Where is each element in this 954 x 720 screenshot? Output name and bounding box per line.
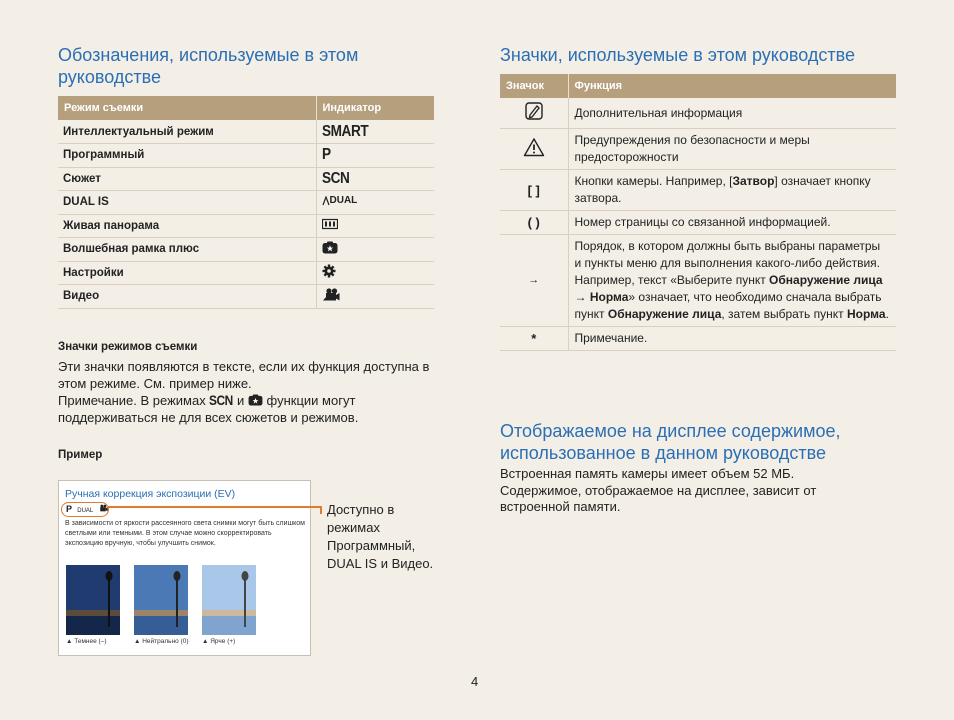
arrow-symbol: → bbox=[500, 235, 568, 327]
movie-camera-icon bbox=[322, 288, 340, 301]
settings-gear-icon bbox=[322, 264, 336, 278]
parentheses-symbol: ( ) bbox=[500, 211, 568, 235]
shooting-mode-table bbox=[58, 96, 434, 309]
table-header-indicator: Индикатор bbox=[316, 96, 434, 120]
example-title: Ручная коррекция экспозиции (EV) bbox=[65, 488, 236, 500]
table-row: Программный P bbox=[58, 144, 434, 168]
example-caption: ▲ Ярче (+) bbox=[202, 638, 236, 645]
program-mode-icon: P bbox=[321, 146, 331, 164]
manual-icons-table bbox=[500, 74, 896, 351]
callout-connector bbox=[108, 506, 322, 508]
magic-frame-icon bbox=[322, 241, 338, 254]
table-row: → Порядок, в котором должны быть выбраны параметры и пункты меню для выполнения какого-либо действия. Например, текст «Выберите пункт Обнаружение лица → Норма» означает, что необходимо сначала выбрать пункт Обнаружение лица, затем выбрать пункт Норма. bbox=[500, 235, 896, 327]
example-photo-neutral bbox=[134, 565, 188, 635]
example-mode-icons: P DUAL bbox=[61, 502, 109, 517]
table-header-mode: Режим съемки bbox=[58, 96, 316, 120]
display-content-title: Отображаемое на дисплее содержимое, использованное в данном руководстве bbox=[500, 421, 841, 463]
example-photo-dark bbox=[66, 565, 120, 635]
warning-icon bbox=[523, 137, 545, 157]
display-content-text: Встроенная память камеры имеет объем 52 МБ. Содержимое, отображаемое на дисплее, зависит от встроенной памяти. bbox=[500, 466, 817, 514]
example-photo-bright bbox=[202, 565, 256, 635]
mode-icons-paragraph: Эти значки появляются в тексте, если их функция доступна в этом режиме. См. пример ниже. Примечание. В режимах SCN и функции могут поддерживаться не для всех сюжетов и режимов. bbox=[58, 359, 430, 425]
page-number: 4 bbox=[471, 674, 479, 689]
brackets-symbol: [ ] bbox=[500, 170, 568, 211]
callout-connector bbox=[320, 506, 322, 514]
table-header-function: Функция bbox=[568, 74, 896, 98]
table-row: Интеллектуальный режим SMART bbox=[58, 120, 434, 144]
panorama-icon bbox=[322, 218, 338, 230]
smart-mode-icon: SMART bbox=[321, 122, 368, 140]
table-row: Дополнительная информация bbox=[500, 98, 896, 129]
scene-mode-icon: SCN bbox=[321, 169, 349, 187]
dual-is-mode-icon: DUAL bbox=[322, 195, 358, 206]
example-heading: Пример bbox=[58, 449, 103, 461]
table-row: [ ] Кнопки камеры. Например, [Затвор] означает кнопку затвора. bbox=[500, 170, 896, 211]
example-caption: ▲ Нейтрально (0) bbox=[134, 638, 189, 645]
left-section-title: Обозначения, используемые в этом руководстве bbox=[58, 45, 359, 87]
table-header-icon: Значок bbox=[500, 74, 568, 98]
table-row: Настройки bbox=[58, 261, 434, 285]
table-row: Предупреждения по безопасности и меры предосторожности bbox=[500, 129, 896, 170]
right-section-title: Значки, используемые в этом руководстве bbox=[500, 45, 855, 65]
table-row: Сюжет SCN bbox=[58, 167, 434, 191]
movie-camera-icon bbox=[98, 504, 108, 512]
asterisk-symbol: * bbox=[500, 327, 568, 351]
mode-icons-heading: Значки режимов съемки bbox=[58, 341, 198, 353]
table-row: ( ) Номер страницы со связанной информацией. bbox=[500, 211, 896, 235]
table-row: Живая панорама bbox=[58, 214, 434, 238]
example-caption: ▲ Темнее (–) bbox=[66, 638, 107, 645]
table-row: Видео bbox=[58, 285, 434, 309]
table-row: Волшебная рамка плюс bbox=[58, 238, 434, 262]
scene-mode-icon: SCN bbox=[209, 392, 234, 408]
magic-frame-icon bbox=[248, 394, 263, 406]
note-icon bbox=[524, 101, 544, 121]
table-row: * Примечание. bbox=[500, 327, 896, 351]
example-text: В зависимости от яркости рассеянного света снимки могут быть слишком светлыми или темными. В этом случае можно скорректировать экспозицию вручную, чтобы улучшить снимок. bbox=[65, 520, 305, 547]
table-row: DUAL IS DUAL bbox=[58, 191, 434, 215]
callout-text: Доступно в режимах Программный, DUAL IS и Видео. bbox=[327, 502, 434, 571]
